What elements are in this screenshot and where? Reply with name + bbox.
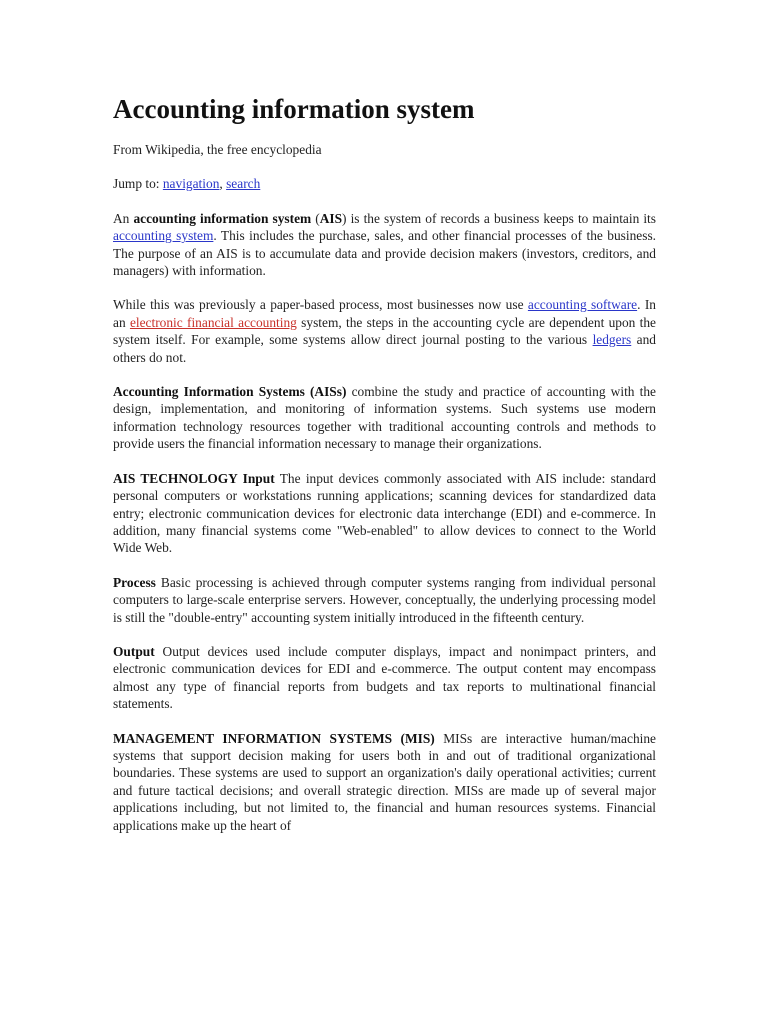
paragraph-aiss (113, 383, 656, 453)
text-run: While this was previously a paper-based process, most businesses now use (113, 297, 528, 313)
text-run: Output devices used include computer displays, impact and nonimpact printers, and electronic communication devices for EDI and e-commerce. The output content may encompass almost any type of financial reports from budgets and tax reports to multinational financial statements. (113, 643, 656, 712)
paragraph-intro (113, 210, 656, 280)
accounting-software-link[interactable]: accounting software (527, 297, 638, 313)
bold-term: accounting information system (133, 210, 312, 226)
bold-term: Output (113, 643, 155, 659)
bold-term: Accounting Information Systems (AISs) (113, 384, 347, 400)
jump-to-label: Jump to: (113, 176, 163, 192)
text-run: combine the study and practice of accounting with the design, implementation, and monitoring of information systems. Such systems use modern information technology resources together with traditional accounting controls and methods to provide users the financial information necessary to manage their organizations. (113, 384, 656, 452)
paragraph-software (113, 296, 656, 366)
text-run: and others do not. (113, 332, 657, 365)
text-run: The input devices commonly associated with AIS include: standard personal computers or workstations running applications; scanning devices for standardized data entry; electronic communication devices for electronic data interchange (EDI) and e-commerce. In addition, many financial systems come "Web-enabled" to allow devices to connect to the World Wide Web. (113, 470, 656, 556)
article-tagline: From Wikipedia, the free encyclopedia (113, 142, 322, 157)
ledgers-link[interactable]: ledgers (592, 332, 632, 348)
text-run: . This includes the purchase, sales, and other financial processes of the business. The purpose of an AIS is to accumulate data and provide decision makers (investors, creditors, and managers) with information. (113, 228, 657, 279)
jump-to-line (113, 175, 656, 192)
text-run: MISs are interactive human/machine systems that support decision making for users both in and out of traditional organizational boundaries. These systems are used to support an organization's daily operational activities; current and future tactical decisions; and overall strategic direction. MISs are made up of several major applications including, but not limited to, the financial and human resources systems. Financial applications make up the heart of (113, 730, 657, 833)
text-run: . In an (113, 297, 657, 330)
paragraph-output (113, 643, 656, 713)
text-run: ( (311, 210, 320, 226)
text-run: system, the steps in the accounting cycle are dependent upon the system itself. For example, some systems allow direct journal posting to the various (113, 314, 656, 348)
bold-term: Process (113, 574, 156, 590)
accounting-system-link[interactable]: accounting system (113, 228, 214, 244)
search-link[interactable]: search (226, 176, 261, 192)
paragraph-mis (113, 730, 656, 834)
paragraph-input (113, 470, 656, 557)
jump-separator: , (219, 176, 227, 192)
electronic-financial-accounting-link[interactable]: electronic financial accounting (129, 314, 297, 330)
bold-term: AIS (319, 210, 343, 226)
bold-term: AIS TECHNOLOGY Input (113, 470, 275, 486)
text-run: An (113, 210, 134, 226)
bold-term: MANAGEMENT INFORMATION SYSTEMS (MIS) (113, 730, 435, 746)
text-run: ) is the system of records a business keeps to maintain its (342, 210, 656, 226)
article-content (113, 92, 656, 834)
text-run: Basic processing is achieved through computer systems ranging from individual personal computers to large-scale enterprise servers. However, conceptually, the underlying processing model is still the "double-entry" accounting system initially introduced in the fifteenth century. (113, 574, 656, 625)
paragraph-process (113, 574, 656, 626)
article-title: Accounting information system (113, 94, 475, 124)
navigation-link[interactable]: navigation (162, 176, 220, 192)
